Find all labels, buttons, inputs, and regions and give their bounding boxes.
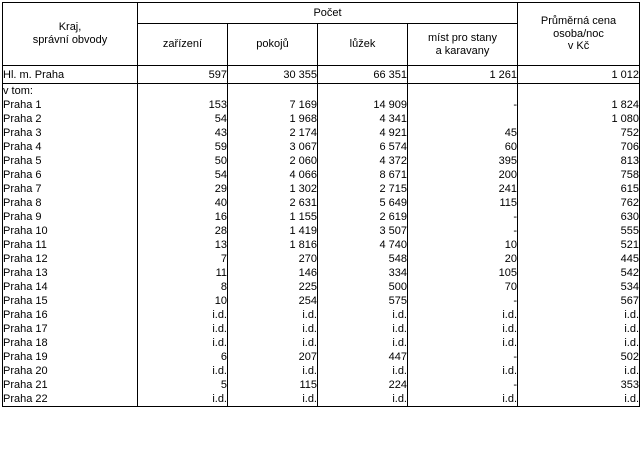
- row-rooms: 115: [228, 378, 318, 392]
- row-average-price: i.d.: [518, 336, 640, 350]
- table-row: [3, 210, 640, 224]
- row-average-price: 542: [518, 266, 640, 280]
- row-tent-places: i.d.: [408, 308, 518, 322]
- total-tent-places: 1 261: [408, 66, 518, 84]
- row-label: Praha 11: [3, 238, 138, 252]
- row-tent-places: 70: [408, 280, 518, 294]
- row-average-price: 502: [518, 350, 640, 364]
- row-rooms: 3 067: [228, 140, 318, 154]
- row-average-price: i.d.: [518, 322, 640, 336]
- row-facilities: 153: [138, 98, 228, 112]
- table-header: [3, 3, 640, 66]
- table-row: [3, 322, 640, 336]
- row-label: Praha 10: [3, 224, 138, 238]
- header-region-line2: správní obvody: [32, 34, 108, 46]
- row-facilities: i.d.: [138, 364, 228, 378]
- vtom-label: v tom:: [3, 84, 138, 99]
- header-col-tent-line1: míst pro stany: [427, 32, 498, 45]
- row-label: Praha 15: [3, 294, 138, 308]
- table-row: [3, 98, 640, 112]
- row-rooms: 1 419: [228, 224, 318, 238]
- row-rooms: 270: [228, 252, 318, 266]
- header-row-top: [3, 3, 640, 24]
- row-facilities: 6: [138, 350, 228, 364]
- row-tent-places: i.d.: [408, 322, 518, 336]
- row-label: Praha 13: [3, 266, 138, 280]
- row-tent-places: 45: [408, 126, 518, 140]
- row-beds: i.d.: [318, 322, 408, 336]
- row-label: Praha 20: [3, 364, 138, 378]
- row-label: Praha 9: [3, 210, 138, 224]
- row-rooms: 2 060: [228, 154, 318, 168]
- row-average-price: i.d.: [518, 392, 640, 407]
- row-beds: 5 649: [318, 196, 408, 210]
- row-tent-places: -: [408, 378, 518, 392]
- header-region-column: [3, 3, 138, 66]
- row-beds: 4 921: [318, 126, 408, 140]
- row-facilities: i.d.: [138, 336, 228, 350]
- total-rooms: 30 355: [228, 66, 318, 84]
- row-rooms: 1 302: [228, 182, 318, 196]
- row-label: Praha 12: [3, 252, 138, 266]
- header-price-line1: Průměrná cena: [540, 15, 617, 28]
- row-label: Praha 4: [3, 140, 138, 154]
- row-facilities: 54: [138, 168, 228, 182]
- row-beds: 14 909: [318, 98, 408, 112]
- row-beds: 500: [318, 280, 408, 294]
- row-facilities: 5: [138, 378, 228, 392]
- row-label: Praha 16: [3, 308, 138, 322]
- row-tent-places: [408, 112, 518, 126]
- row-rooms: i.d.: [228, 392, 318, 407]
- row-beds: 2 619: [318, 210, 408, 224]
- row-average-price: 521: [518, 238, 640, 252]
- table-row: [3, 308, 640, 322]
- row-label: Praha 21: [3, 378, 138, 392]
- row-label: Praha 7: [3, 182, 138, 196]
- row-beds: i.d.: [318, 336, 408, 350]
- header-col-tent-line2: a karavany: [435, 44, 490, 57]
- header-col-facilities: zařízení: [138, 24, 228, 66]
- row-average-price: i.d.: [518, 364, 640, 378]
- row-facilities: 16: [138, 210, 228, 224]
- table-row: [3, 252, 640, 266]
- row-tent-places: 10: [408, 238, 518, 252]
- row-label: Praha 14: [3, 280, 138, 294]
- table-row: [3, 238, 640, 252]
- row-label: Praha 3: [3, 126, 138, 140]
- row-average-price: 813: [518, 154, 640, 168]
- row-tent-places: 115: [408, 196, 518, 210]
- table-row: [3, 336, 640, 350]
- row-average-price: 567: [518, 294, 640, 308]
- row-facilities: i.d.: [138, 322, 228, 336]
- table-row: [3, 294, 640, 308]
- row-tent-places: -: [408, 98, 518, 112]
- vtom-tent-places: [408, 84, 518, 99]
- vtom-average-price: [518, 84, 640, 99]
- row-average-price: 762: [518, 196, 640, 210]
- row-average-price: 353: [518, 378, 640, 392]
- row-rooms: 2 174: [228, 126, 318, 140]
- row-beds: 575: [318, 294, 408, 308]
- table-row: [3, 392, 640, 407]
- vtom-rooms: [228, 84, 318, 99]
- row-facilities: 29: [138, 182, 228, 196]
- row-facilities: 7: [138, 252, 228, 266]
- row-facilities: i.d.: [138, 308, 228, 322]
- table-row: [3, 140, 640, 154]
- accommodation-statistics-table: [2, 2, 640, 407]
- table-row: [3, 364, 640, 378]
- row-beds: 8 671: [318, 168, 408, 182]
- header-region-line1: Kraj,: [58, 21, 82, 34]
- table-row: [3, 266, 640, 280]
- row-rooms: 2 631: [228, 196, 318, 210]
- row-average-price: 630: [518, 210, 640, 224]
- row-average-price: 752: [518, 126, 640, 140]
- row-beds: 224: [318, 378, 408, 392]
- row-tent-places: i.d.: [408, 336, 518, 350]
- total-row-label: Hl. m. Praha: [3, 66, 138, 84]
- header-group-count: Počet: [138, 3, 518, 24]
- header-price-line2: osoba/noc: [553, 27, 604, 40]
- row-facilities: 59: [138, 140, 228, 154]
- row-tent-places: -: [408, 350, 518, 364]
- row-label: Praha 17: [3, 322, 138, 336]
- row-label: Praha 6: [3, 168, 138, 182]
- table-row: [3, 196, 640, 210]
- table-body-rows: [3, 84, 640, 407]
- row-rooms: i.d.: [228, 336, 318, 350]
- header-col-tent-caravan-places: [408, 24, 518, 66]
- row-label: Praha 2: [3, 112, 138, 126]
- table-row-total: [3, 66, 640, 84]
- row-rooms: 7 169: [228, 98, 318, 112]
- total-average-price: 1 012: [518, 66, 640, 84]
- row-rooms: i.d.: [228, 364, 318, 378]
- row-rooms: 225: [228, 280, 318, 294]
- row-beds: 4 372: [318, 154, 408, 168]
- total-beds: 66 351: [318, 66, 408, 84]
- row-facilities: 8: [138, 280, 228, 294]
- row-average-price: 445: [518, 252, 640, 266]
- table-row: [3, 224, 640, 238]
- row-rooms: 254: [228, 294, 318, 308]
- row-rooms: 1 816: [228, 238, 318, 252]
- table-row: [3, 280, 640, 294]
- row-facilities: 13: [138, 238, 228, 252]
- row-average-price: 534: [518, 280, 640, 294]
- row-label: Praha 5: [3, 154, 138, 168]
- row-facilities: 40: [138, 196, 228, 210]
- table-row: [3, 168, 640, 182]
- header-col-beds: lůžek: [318, 24, 408, 66]
- row-beds: 548: [318, 252, 408, 266]
- row-rooms: i.d.: [228, 308, 318, 322]
- table-row: [3, 126, 640, 140]
- row-beds: i.d.: [318, 308, 408, 322]
- header-average-price: [518, 3, 640, 66]
- row-beds: 3 507: [318, 224, 408, 238]
- row-tent-places: -: [408, 224, 518, 238]
- row-tent-places: i.d.: [408, 392, 518, 407]
- row-rooms: 1 155: [228, 210, 318, 224]
- row-label: Praha 1: [3, 98, 138, 112]
- row-average-price: 758: [518, 168, 640, 182]
- row-tent-places: 395: [408, 154, 518, 168]
- table-row: [3, 154, 640, 168]
- row-average-price: 615: [518, 182, 640, 196]
- row-beds: 6 574: [318, 140, 408, 154]
- row-label: Praha 18: [3, 336, 138, 350]
- row-average-price: 1 080: [518, 112, 640, 126]
- row-tent-places: -: [408, 294, 518, 308]
- row-tent-places: 60: [408, 140, 518, 154]
- vtom-facilities: [138, 84, 228, 99]
- row-tent-places: 20: [408, 252, 518, 266]
- row-facilities: 10: [138, 294, 228, 308]
- row-average-price: i.d.: [518, 308, 640, 322]
- row-rooms: 1 968: [228, 112, 318, 126]
- row-rooms: 4 066: [228, 168, 318, 182]
- row-tent-places: 200: [408, 168, 518, 182]
- header-price-line3: v Kč: [567, 40, 590, 53]
- row-tent-places: i.d.: [408, 364, 518, 378]
- row-beds: 447: [318, 350, 408, 364]
- row-beds: i.d.: [318, 392, 408, 407]
- row-facilities: 50: [138, 154, 228, 168]
- table-row: [3, 378, 640, 392]
- row-label: Praha 19: [3, 350, 138, 364]
- row-label: Praha 22: [3, 392, 138, 407]
- row-facilities: 43: [138, 126, 228, 140]
- row-beds: i.d.: [318, 364, 408, 378]
- row-beds: 334: [318, 266, 408, 280]
- row-facilities: 28: [138, 224, 228, 238]
- table-row-vtom: [3, 84, 640, 99]
- row-label: Praha 8: [3, 196, 138, 210]
- row-average-price: 706: [518, 140, 640, 154]
- row-rooms: i.d.: [228, 322, 318, 336]
- table-row: [3, 350, 640, 364]
- total-facilities: 597: [138, 66, 228, 84]
- row-beds: 2 715: [318, 182, 408, 196]
- row-facilities: i.d.: [138, 392, 228, 407]
- header-col-rooms: pokojů: [228, 24, 318, 66]
- row-beds: 4 740: [318, 238, 408, 252]
- row-rooms: 146: [228, 266, 318, 280]
- row-rooms: 207: [228, 350, 318, 364]
- row-tent-places: 105: [408, 266, 518, 280]
- vtom-beds: [318, 84, 408, 99]
- table-row: [3, 182, 640, 196]
- row-tent-places: 241: [408, 182, 518, 196]
- row-beds: 4 341: [318, 112, 408, 126]
- row-average-price: 555: [518, 224, 640, 238]
- table-body-total: [3, 66, 640, 84]
- table-row: [3, 112, 640, 126]
- row-tent-places: -: [408, 210, 518, 224]
- row-average-price: 1 824: [518, 98, 640, 112]
- row-facilities: 54: [138, 112, 228, 126]
- row-facilities: 11: [138, 266, 228, 280]
